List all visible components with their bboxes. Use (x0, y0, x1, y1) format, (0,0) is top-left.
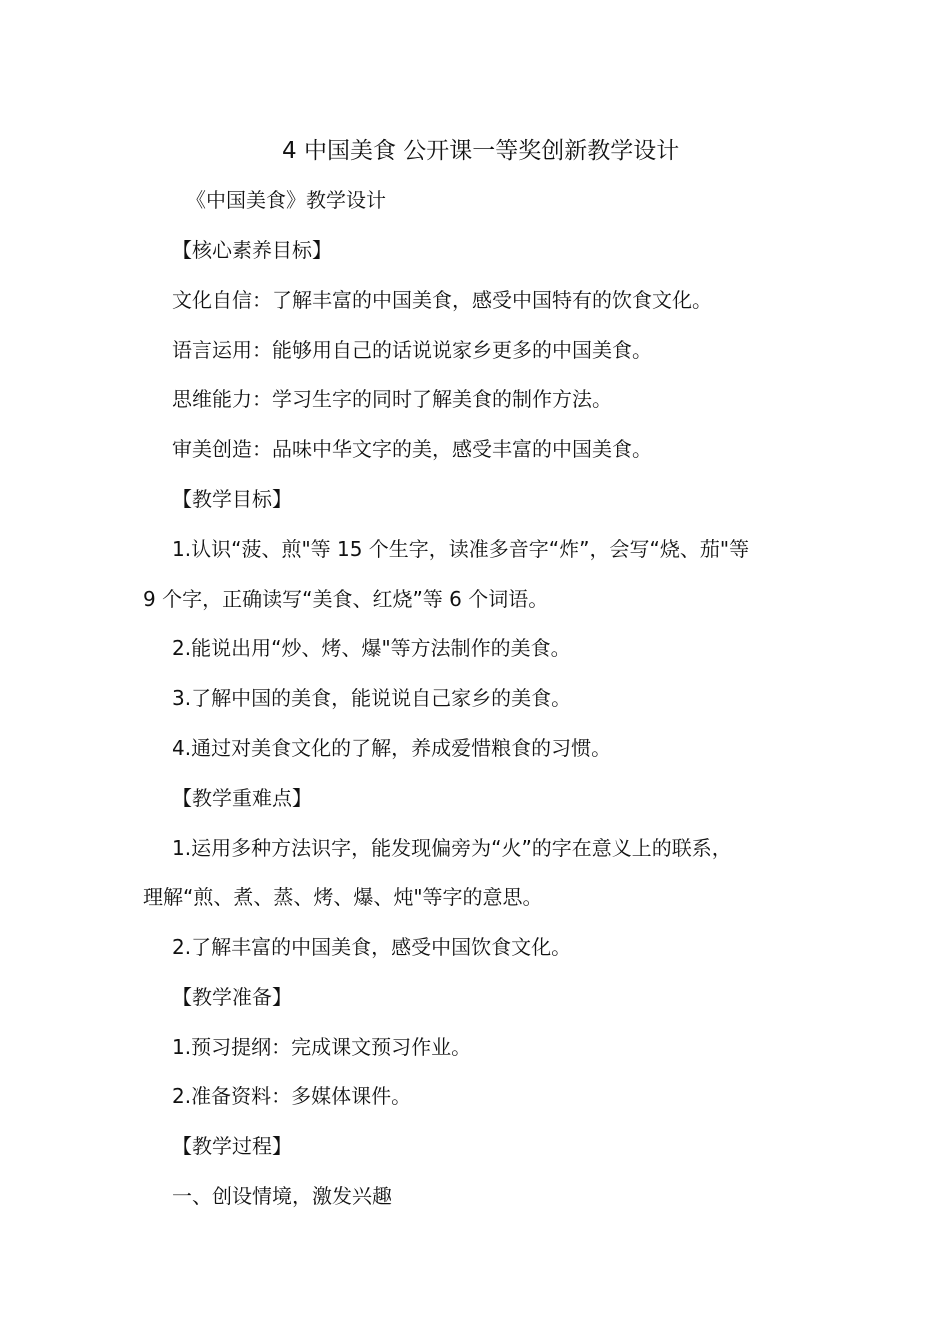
section-heading-process: 【教学过程】 (172, 1134, 292, 1158)
preparation-item: 2.准备资料：多媒体课件。 (172, 1084, 412, 1108)
section-heading-key-points: 【教学重难点】 (172, 786, 312, 810)
section-heading-core-goals: 【核心素养目标】 (172, 238, 332, 262)
core-goal-item: 文化自信：了解丰富的中国美食，感受中国特有的饮食文化。 (172, 288, 712, 312)
document-subtitle: 《中国美食》教学设计 (186, 188, 386, 212)
core-goal-item: 语言运用：能够用自己的话说说家乡更多的中国美食。 (172, 338, 652, 362)
teaching-goal-item: 4.通过对美食文化的了解，养成爱惜粮食的习惯。 (172, 736, 612, 760)
key-point-item: 1.运用多种方法识字，能发现偏旁为“火”的字在意义上的联系， (172, 836, 732, 860)
teaching-goal-item: 2.能说出用“炒、烤、爆"等方法制作的美食。 (172, 636, 571, 660)
key-point-item: 2.了解丰富的中国美食，感受中国饮食文化。 (172, 935, 572, 959)
process-step: 一、创设情境，激发兴趣 (172, 1184, 392, 1208)
document-title: 4 中国美食 公开课一等奖创新教学设计 (282, 138, 680, 164)
core-goal-item: 审美创造：品味中华文字的美，感受丰富的中国美食。 (172, 437, 652, 461)
teaching-goal-item: 1.认识“菠、煎"等 15 个生字，读准多音字“炸”，会写“烧、茄"等 (172, 537, 750, 561)
core-goal-item: 思维能力：学习生字的同时了解美食的制作方法。 (172, 387, 612, 411)
teaching-goal-item: 3.了解中国的美食，能说说自己家乡的美食。 (172, 686, 572, 710)
section-heading-teaching-goals: 【教学目标】 (172, 487, 292, 511)
key-point-item-continuation: 理解“煎、煮、蒸、烤、爆、炖"等字的意思。 (143, 885, 543, 909)
preparation-item: 1.预习提纲：完成课文预习作业。 (172, 1035, 472, 1059)
teaching-goal-item-continuation: 9 个字，正确读写“美食、红烧”等 6 个词语。 (143, 587, 549, 611)
section-heading-preparation: 【教学准备】 (172, 985, 292, 1009)
